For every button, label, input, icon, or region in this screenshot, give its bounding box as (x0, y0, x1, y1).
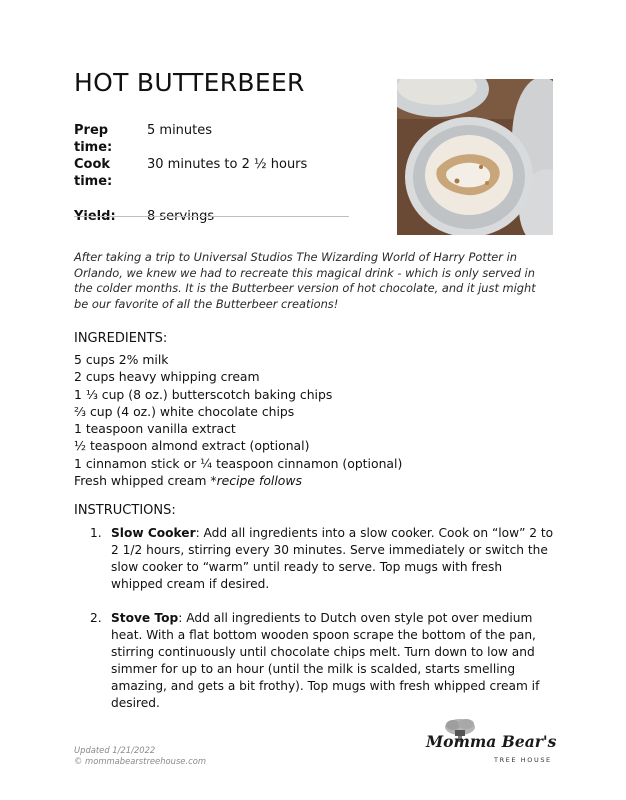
ingredients-list (74, 351, 402, 489)
ingredients-heading: INGREDIENTS: (74, 331, 168, 346)
instructions-heading: INSTRUCTIONS: (74, 503, 176, 518)
ingredient-item: 5 cups 2% milk (74, 352, 169, 367)
divider (74, 216, 349, 217)
recipe-photo (397, 79, 553, 235)
ingredient-item: 1 ⅓ cup (8 oz.) butterscotch baking chips (74, 386, 333, 402)
copyright: © mommabearstreehouse.com (74, 756, 207, 766)
ingredient-item: ½ teaspoon almond extract (optional) (74, 438, 310, 454)
recipe-meta (74, 122, 307, 225)
step-body (111, 610, 556, 712)
logo-name: Momma Bear's (426, 732, 557, 751)
cook-time-row (74, 156, 307, 190)
ingredient-item: 2 cups heavy whipping cream (74, 369, 260, 385)
butterbeer-mug-image (397, 79, 553, 235)
step-text: : Add all ingredients to Dutch oven style pot over medium heat. With a flat bottom wooden spoon scrape the bottom of the pan, stirring continuously until chocolate chips melt. Turn down to low and simmer for up to an hour (until the milk is scalded, starts smelling amazing, and gets a bit frothy). Top mugs with fresh whipped cream if desired. (111, 611, 540, 710)
step-body (111, 525, 556, 593)
prep-time-value: 5 minutes (147, 123, 213, 138)
prep-time-label: Prep time: (74, 123, 113, 155)
instructions-list (90, 525, 556, 712)
footer (74, 745, 206, 767)
prep-time-row (74, 122, 307, 156)
instruction-step (90, 610, 556, 712)
ingredient-item: 1 teaspoon vanilla extract (74, 421, 236, 437)
ingredient-text: Fresh whipped cream * (74, 473, 217, 489)
recipe-intro: After taking a trip to Universal Studios The Wizarding World of Harry Potter in Orlando, we knew we had to recreate this magical drink - which is only served in the colder months. It is the Butterbeer version of hot chocolate, and it just might be our favorite of all the Butterbeer creations! (74, 250, 536, 311)
yield-value: 8 servings (147, 209, 215, 224)
brand-logo (424, 718, 557, 774)
step-lead: Slow Cooker (111, 526, 196, 540)
logo-tagline: TREE HOUSE (494, 756, 552, 764)
cook-time-label: Cook time: (74, 157, 113, 189)
yield-label: Yield: (74, 209, 116, 224)
step-number: 1. (90, 526, 102, 540)
ingredient-item: ⅔ cup (4 oz.) white chocolate chips (74, 403, 295, 419)
ingredient-item: 1 cinnamon stick or ¼ teaspoon cinnamon (optional) (74, 455, 403, 471)
instruction-step (90, 525, 556, 593)
step-lead: Stove Top (111, 611, 179, 625)
updated-date: Updated 1/21/2022 (74, 745, 156, 755)
ingredient-item-whipped-cream (74, 472, 402, 489)
recipe-title: HOT BUTTERBEER (74, 68, 305, 97)
cook-time-value: 30 minutes to 2 ½ hours (147, 157, 308, 172)
step-number: 2. (90, 611, 102, 625)
recipe-follows-note: recipe follows (216, 473, 302, 489)
step-text: : Add all ingredients into a slow cooker. Cook on “low” 2 to 2 1/2 hours, stirring every 30 minutes. Serve immediately or switch the slow cooker to “warm” until ready to serve. Top mugs with fresh whipped cream if desired. (111, 526, 554, 591)
